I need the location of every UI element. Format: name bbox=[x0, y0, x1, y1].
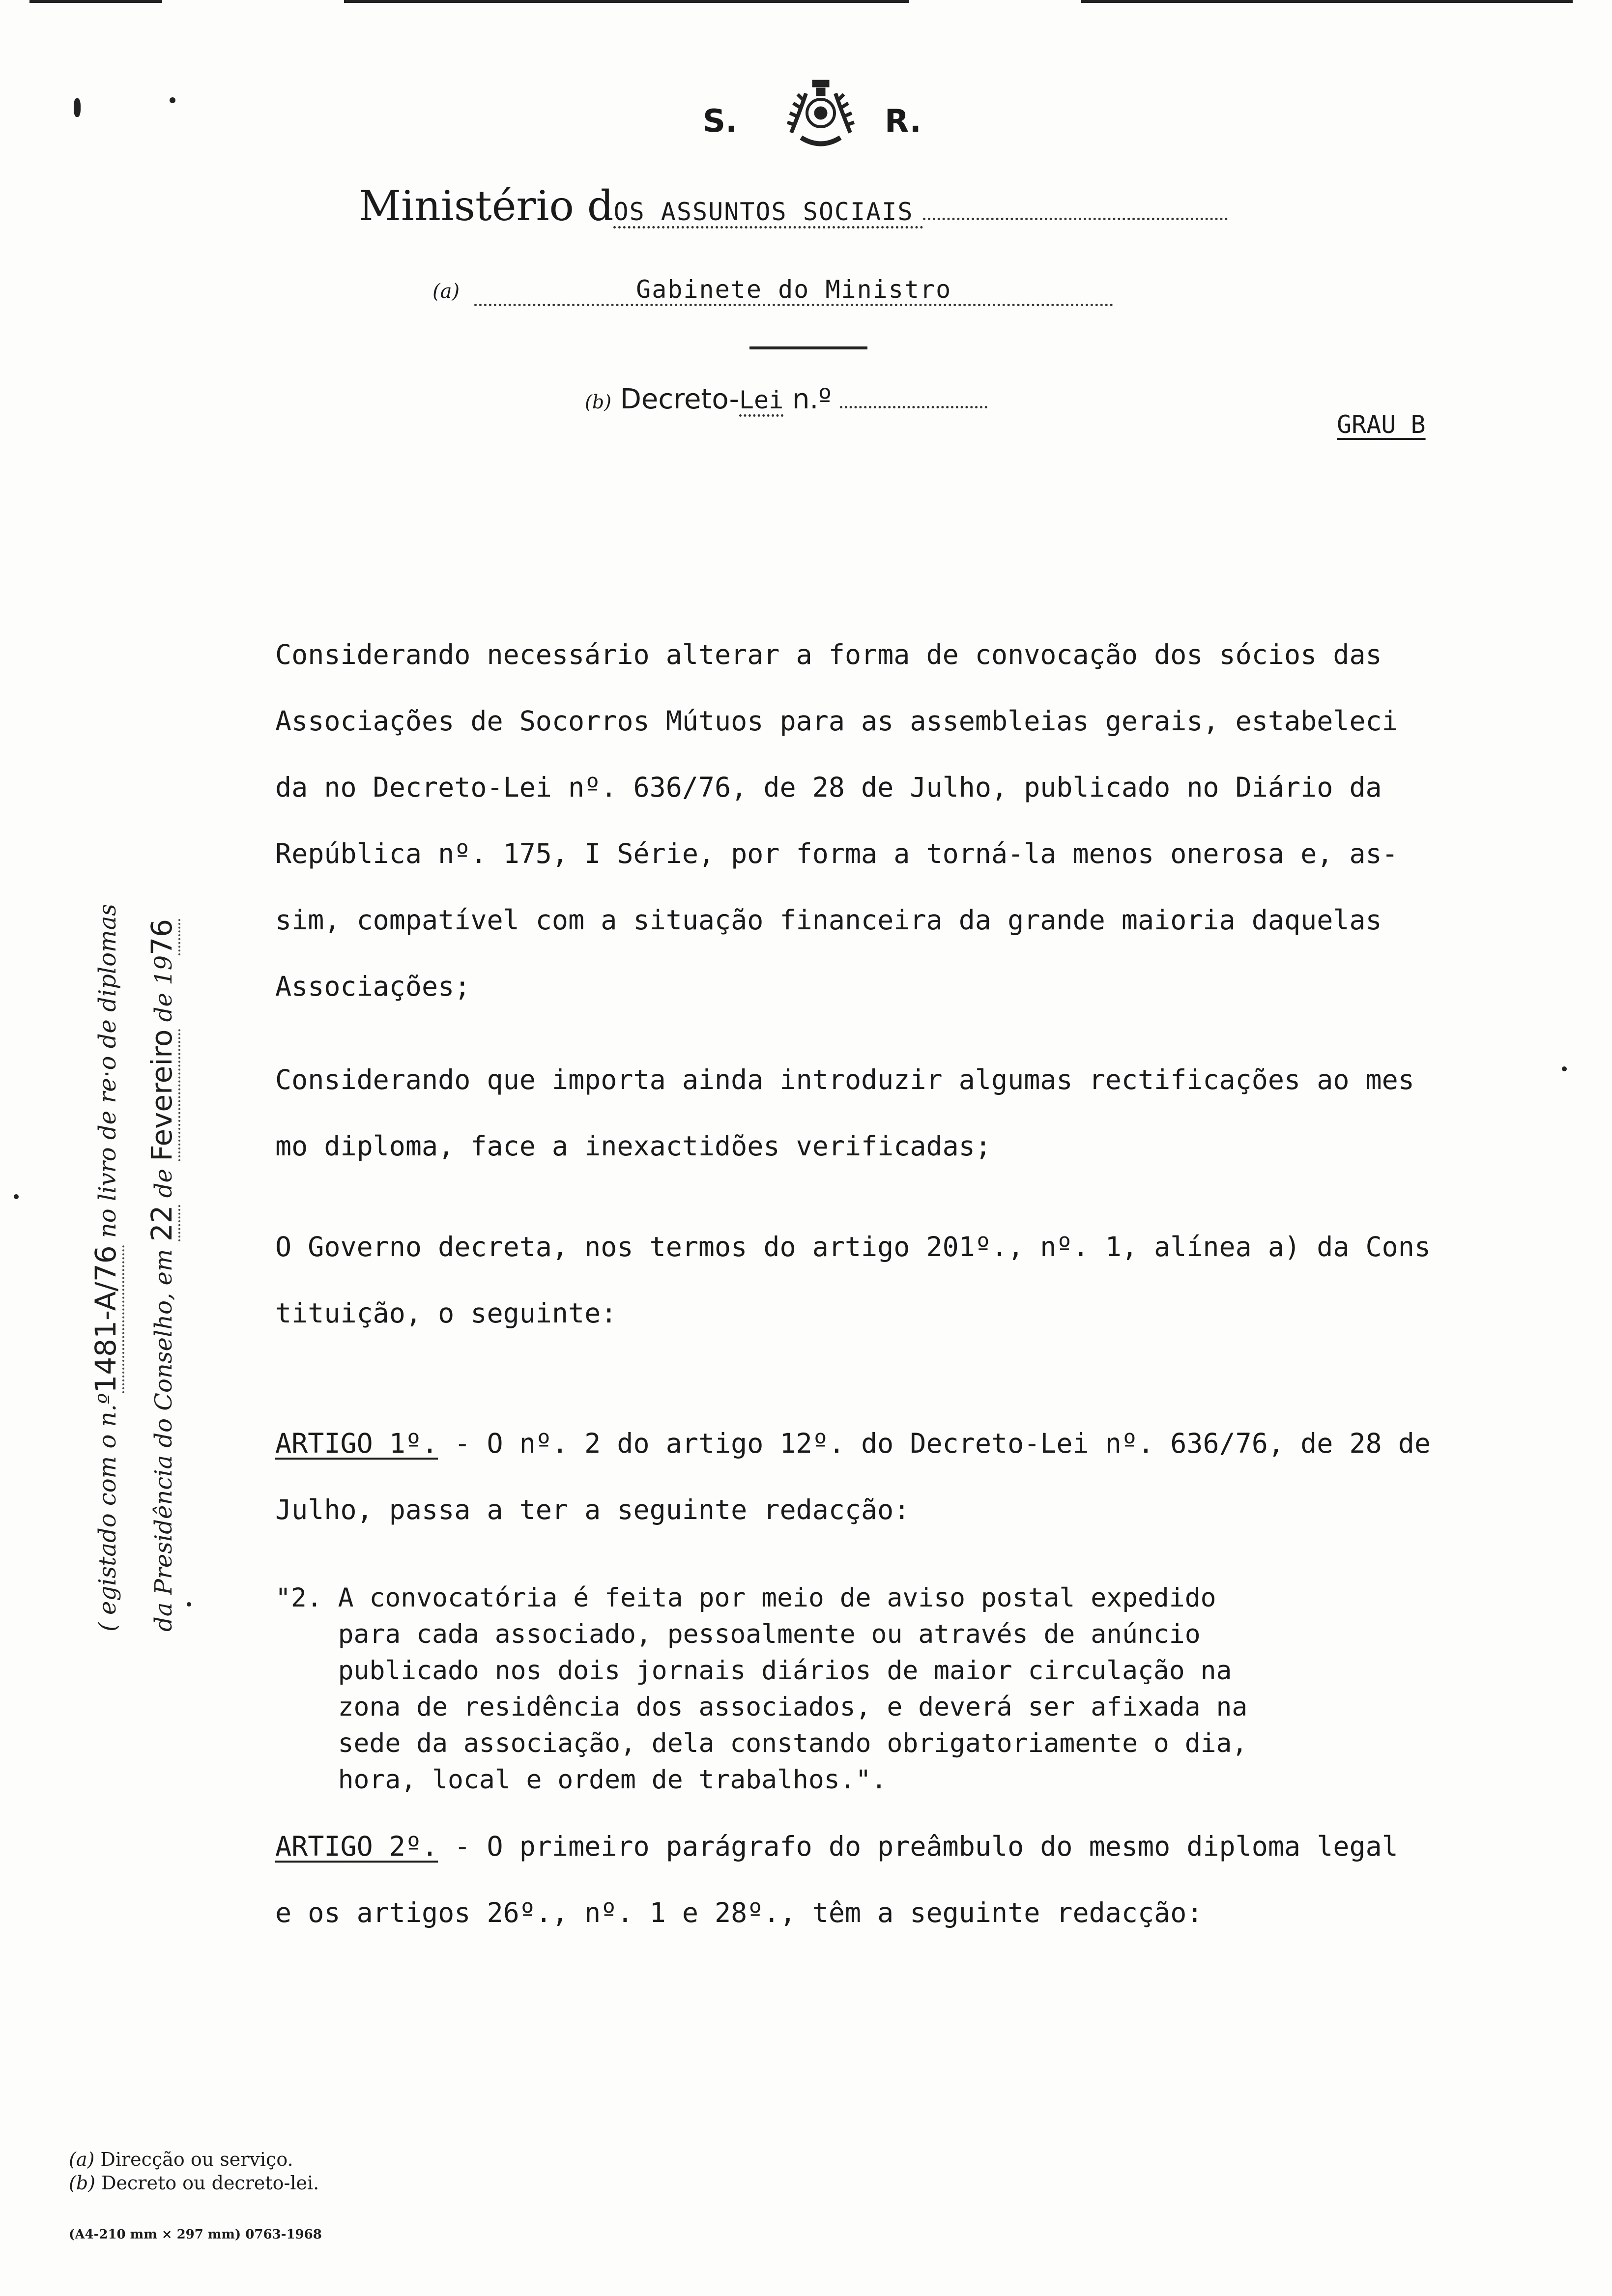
stamp-book-text: no livro de re bbox=[94, 1078, 121, 1246]
article-1-title: ARTIGO 1º. bbox=[275, 1428, 438, 1459]
decree-number-blank bbox=[840, 406, 987, 408]
footnote-b bbox=[69, 2171, 319, 2195]
stamp-day: 22 bbox=[145, 1205, 180, 1241]
grade-label: GRAU B bbox=[1337, 410, 1426, 439]
footnote-b-text: Decreto ou decreto-lei. bbox=[95, 2172, 319, 2194]
service-footnote-mark: (a) bbox=[432, 280, 460, 303]
footnote-a bbox=[69, 2148, 319, 2171]
scan-speck bbox=[14, 1194, 19, 1199]
footnote-b-ref: (b) bbox=[69, 2172, 95, 2194]
preamble-paragraph-1: Considerando necessário alterar a forma de convocação dos sócios das Associações de Socorros Mútuos para as assembleias gerais, estabeleci da no Decreto-Lei nº. 636/76, de 28 de Julho, publicado no Diário da República nº. 175, I Série, por forma a torná-la menos onerosa e, as- sim, compatível com a situação financeira da grande maioria daquelas Associações; bbox=[275, 639, 1398, 1002]
decree-label-start: Decreto- bbox=[620, 383, 739, 415]
registration-stamp bbox=[79, 649, 187, 1632]
ministry-name: OS ASSUNTOS SOCIAIS bbox=[613, 198, 923, 229]
stamp-of-text: de bbox=[150, 1161, 177, 1205]
stamp-year-prefix: de 19 bbox=[150, 955, 177, 1030]
stamp-month: Fevereiro bbox=[145, 1030, 180, 1161]
service-name: Gabinete do Ministro bbox=[474, 275, 1113, 306]
header-divider bbox=[749, 346, 867, 349]
stamp-line-1: ( egistado com o n.º1481-A/76 no livro de re·o de diplomas bbox=[79, 649, 135, 1632]
stamp-diplomas-text: o de diplomas bbox=[94, 904, 121, 1070]
stamp-line-2 bbox=[135, 649, 191, 1632]
stamp-open-paren: ( bbox=[94, 1622, 121, 1632]
header-left-letter: S. bbox=[703, 103, 738, 140]
decree-footnote-mark: (b) bbox=[585, 391, 611, 413]
footnotes bbox=[69, 2148, 319, 2195]
stamp-year: 76 bbox=[145, 919, 180, 955]
article-1-quoted-text: "2. A convocatória é feita por meio de aviso postal expedido para cada associado, pessoalmente ou através de anúncio publicado nos dois jornais diários de maior circulação na zona de residência dos associados, e deverá ser afixada na sede da associação, dela constando obrigatoriamente o dia, hora, local e ordem de trabalhos.". bbox=[275, 1583, 1248, 1795]
footnote-a-ref: (a) bbox=[69, 2149, 95, 2170]
article-2-text: - O primeiro parágrafo do preâmbulo do mesmo diploma legal e os artigos 26º., nº. 1 e 28º., têm a seguinte redacção: bbox=[275, 1831, 1398, 1928]
stamp-registered-text: egistado com o n.º bbox=[94, 1393, 121, 1615]
article-1-text: - O nº. 2 do artigo 12º. do Decreto-Lei nº. 636/76, de 28 de Julho, passa a ter a seguinte redacção: bbox=[275, 1428, 1431, 1525]
form-number: (A4-210 mm × 297 mm) 0763-1968 bbox=[69, 2227, 322, 2242]
scan-edge-line bbox=[1081, 0, 1573, 3]
stamp-presidency-text: da Presidência do Conselho, em bbox=[150, 1241, 177, 1632]
preamble-paragraph-2: Considerando que importa ainda introduzir algumas rectificações ao mes mo diploma, face a inexactidões verificadas; bbox=[275, 1064, 1414, 1162]
article-2 bbox=[275, 1813, 1563, 1946]
footnote-a-text: Direcção ou serviço. bbox=[94, 2149, 293, 2170]
stamp-registration-number: 1481-A/76 bbox=[89, 1245, 124, 1393]
scan-speck bbox=[170, 97, 175, 103]
scan-edge-line bbox=[29, 0, 162, 3]
dotted-leader bbox=[923, 218, 1228, 220]
article-2-title: ARTIGO 2º. bbox=[275, 1831, 438, 1862]
ministry-prefix: Ministério d bbox=[359, 182, 614, 230]
scan-edge-line bbox=[344, 0, 909, 3]
enactment-paragraph: O Governo decreta, nos termos do artigo 201º., nº. 1, alínea a) da Cons tituição, o seguinte: bbox=[275, 1231, 1431, 1329]
decree-label-end: n.º bbox=[783, 383, 832, 415]
ministry-line bbox=[359, 182, 1273, 236]
decree-label-typed: Lei bbox=[739, 386, 783, 417]
republic-header bbox=[688, 79, 944, 157]
decree-line bbox=[585, 383, 1047, 423]
header-right-letter: R. bbox=[885, 103, 921, 140]
service-line bbox=[432, 275, 1194, 310]
article-1 bbox=[275, 1410, 1563, 1543]
republic-emblem-icon bbox=[772, 79, 870, 152]
scan-speck bbox=[74, 98, 81, 117]
